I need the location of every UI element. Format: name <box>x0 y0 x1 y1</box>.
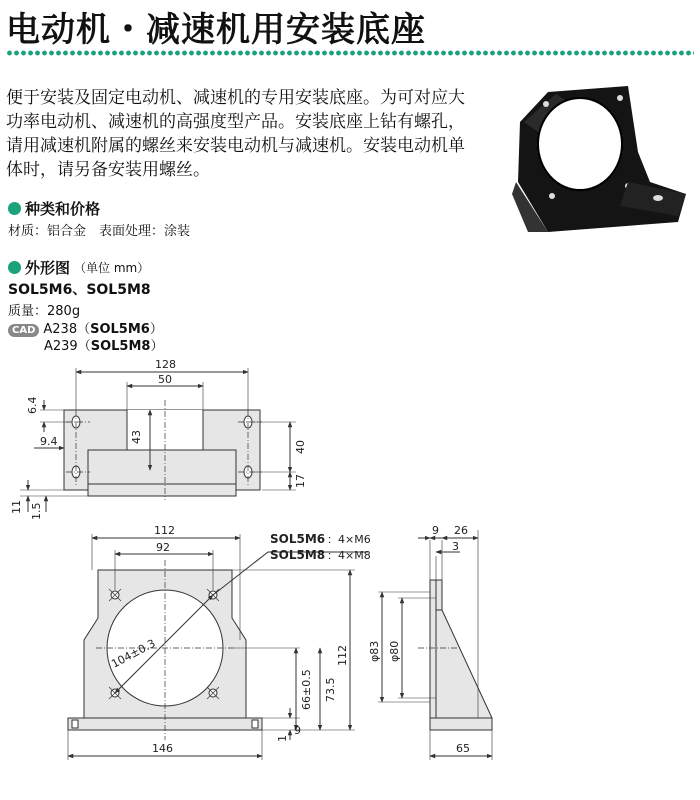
dim-50-label: 50 <box>158 373 172 386</box>
dim-11-label: 11 <box>10 500 23 514</box>
cad-line-2: A239（SOL5M8） <box>44 339 164 354</box>
mass-text: 质量：280g <box>8 304 81 319</box>
page-title: 电动机・减速机用安装底座 <box>6 10 426 50</box>
front-view <box>68 534 368 760</box>
note-spec-2: ：4×M8 <box>327 549 371 562</box>
dim-9-4-label: 9.4 <box>40 435 58 448</box>
note-model-1: SOL5M6 <box>270 532 326 546</box>
dim-1-label: 1 <box>276 735 289 742</box>
side-dim-65-label: 65 <box>456 742 470 755</box>
dim-6-4-label: 6.4 <box>26 396 39 414</box>
side-view-profile <box>430 580 492 730</box>
dim-66-label: 66±0.5 <box>300 669 313 710</box>
dim-9-label: 9 <box>294 724 301 737</box>
dim-1-5-label: 1.5 <box>30 502 43 520</box>
dim-17-label: 17 <box>294 474 307 488</box>
dim-112-height-label: 112 <box>336 645 349 666</box>
side-dim-phi83-label: φ83 <box>368 640 381 662</box>
note-model-2: SOL5M8 <box>270 548 326 562</box>
top-view-wall <box>88 450 236 496</box>
model-names: SOL5M6、SOL5M8 <box>8 282 151 298</box>
side-dim-9-label: 9 <box>432 524 439 537</box>
dim-104-label: 104±0.3 <box>109 636 158 671</box>
cad-badge: CAD <box>8 324 39 337</box>
dim-128-label: 128 <box>155 358 176 371</box>
side-dim-26-label: 26 <box>454 524 468 537</box>
dim-40-label: 40 <box>294 440 307 454</box>
cad-line-1: CAD A238（SOL5M6） <box>8 318 163 337</box>
top-view <box>20 368 296 512</box>
dim-112-width-label: 112 <box>154 524 175 537</box>
dims-heading: 外形图 （单位 mm） <box>8 257 149 278</box>
dim-73-5-label: 73.5 <box>324 677 337 702</box>
dim-43-label: 43 <box>130 430 143 444</box>
side-dim-phi80-label: φ80 <box>388 640 401 662</box>
dim-146-label: 146 <box>152 742 173 755</box>
dim-92-label: 92 <box>156 541 170 554</box>
note-spec-1: ：4×M6 <box>327 533 371 546</box>
product-description: 便于安装及固定电动机、减速机的专用安装底座。为可对应大功率电动机、减速机的高强度型产品。安装底座上钻有螺孔，请用减速机附属的螺丝来安装电动机与减速机。安装电动机单体时，请另备安装用螺丝。 <box>6 88 465 180</box>
side-dim-3-label: 3 <box>452 540 459 553</box>
types-heading: 种类和价格 <box>8 198 100 219</box>
material-text: 材质：铝合金 表面处理：涂装 <box>8 224 191 239</box>
